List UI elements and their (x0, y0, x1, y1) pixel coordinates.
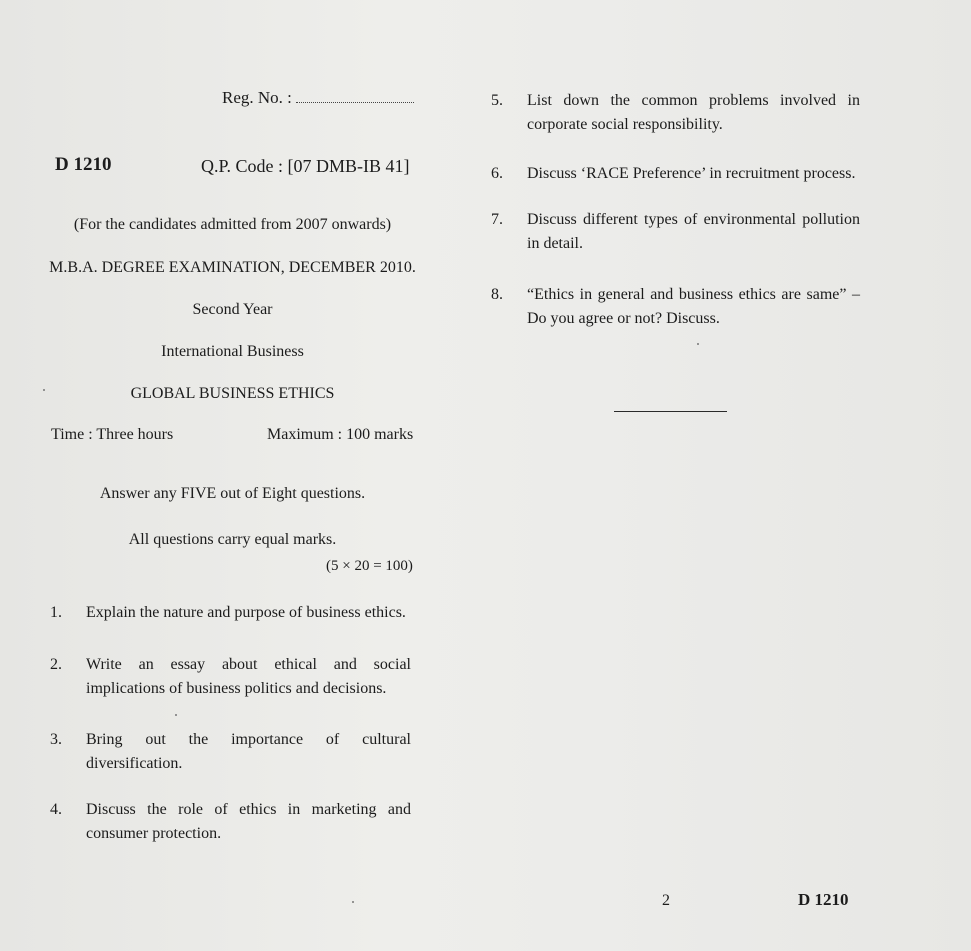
footer-paper-code: D 1210 (798, 890, 849, 909)
question-text: “Ethics in general and business ethics are same” – Do you agree or not? Discuss. (527, 286, 860, 327)
exam-year: Second Year (192, 301, 273, 318)
paper-name: International Business (161, 343, 304, 360)
end-of-paper-rule (614, 411, 727, 412)
question-text: Explain the nature and purpose of business ethics. (86, 604, 406, 621)
marks-calculation: (5 × 20 = 100) (326, 558, 413, 574)
exam-title: M.B.A. DEGREE EXAMINATION, DECEMBER 2010. (49, 259, 416, 276)
question-number: 2. (50, 656, 62, 673)
question-number: 7. (491, 211, 503, 228)
question-number: 4. (50, 801, 62, 818)
question-text: List down the common problems involved in corporate social responsibility. (527, 92, 860, 133)
question-text: Discuss ‘RACE Preference’ in recruitment process. (527, 165, 856, 182)
scan-speck (175, 714, 177, 716)
scan-speck (352, 901, 354, 903)
question-text: Discuss the role of ethics in marketing and consumer protection. (86, 801, 411, 842)
question-number: 8. (491, 286, 503, 303)
instruction-answer-any: Answer any FIVE out of Eight questions. (99, 485, 366, 502)
reg-no-dotted-line (296, 90, 414, 103)
question-text: Bring out the importance of cultural diversification. (86, 731, 411, 772)
maximum-marks: Maximum : 100 marks (267, 426, 414, 443)
question-text: Write an essay about ethical and social implications of business politics and decisions. (86, 656, 411, 697)
scan-speck (43, 389, 45, 391)
page-number: 2 (662, 892, 670, 909)
question-number: 3. (50, 731, 62, 748)
qp-code: Q.P. Code : [07 DMB-IB 41] (201, 156, 410, 176)
question-number: 6. (491, 165, 503, 182)
time-allowed: Time : Three hours (51, 426, 174, 443)
eligibility-note: (For the candidates admitted from 2007 onwards) (73, 216, 392, 233)
reg-no-field (222, 88, 414, 108)
question-text: Discuss different types of environmental pollution in detail. (527, 211, 860, 252)
scan-speck (697, 343, 699, 345)
subject-title: GLOBAL BUSINESS ETHICS (130, 385, 335, 402)
question-number: 1. (50, 604, 62, 621)
question-number: 5. (491, 92, 503, 109)
reg-no-label: Reg. No. : (222, 88, 292, 107)
instruction-equal-marks: All questions carry equal marks. (128, 531, 337, 548)
paper-code: D 1210 (55, 154, 112, 175)
